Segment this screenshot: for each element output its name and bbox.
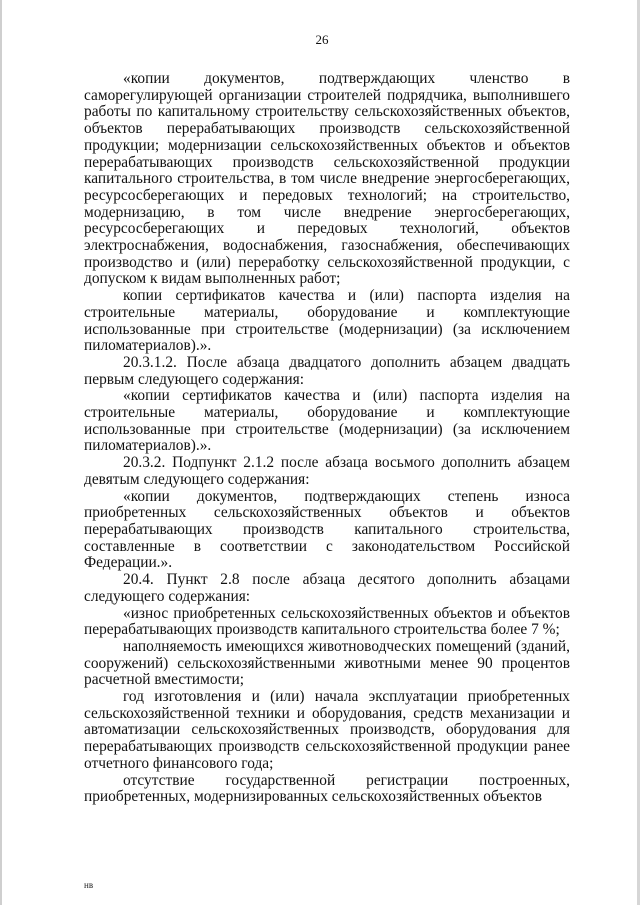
document-body — [84, 71, 570, 806]
paragraph-5: 20.3.2. Подпункт 2.1.2 после абзаца восьмого дополнить абзацем девятым следующего содержания: — [84, 454, 570, 488]
paragraph-8: «износ приобретенных сельскохозяйственных объектов и объектов перерабатывающих производств капитального строительства более 7 %; — [84, 604, 570, 639]
paragraph-7: 20.4. Пункт 2.8 после абзаца десятого дополнить абзацами следующего содержания: — [84, 571, 570, 605]
paragraph-6: «копии документов, подтверждающих степень износа приобретенных сельскохозяйственных объектов и объектов перерабатывающих производств капитального строительства, составленные в соответствии с законодательством Российской Федерации.». — [84, 487, 570, 572]
paragraph-4: «копии сертификатов качества и (или) паспорта изделия на строительные материалы, оборудование и комплектующие использованные при строительстве (модернизации) (за исключением пиломатериалов).». — [84, 387, 570, 455]
paragraph-9: наполняемость имеющихся животноводческих помещений (зданий, сооружений) сельскохозяйственными животными менее 90 процентов расчетной вместимости; — [84, 637, 570, 689]
paragraph-2: копии сертификатов качества и (или) паспорта изделия на строительные материалы, оборудование и комплектующие использованные при строительстве (модернизации) (за исключением пиломатериалов).». — [84, 287, 570, 355]
footer-mark: нв — [84, 880, 94, 890]
paragraph-11: отсутствие государственной регистрации построенных, приобретенных, модернизированных сельскохозяйственных объектов — [84, 771, 570, 806]
page-number: 26 — [315, 32, 329, 47]
paragraph-3: 20.3.1.2. После абзаца двадцатого дополнить абзацем двадцать первым следующего содержания: — [84, 353, 570, 388]
paragraph-1: «копии документов, подтверждающих членство в саморегулирующей организации строителей подрядчика, выполнившего работы по капитальному строительству сельскохозяйственных объектов, объектов перерабатывающих производств сельскохозяйственной продукции; модернизации сельскохозяйственных объектов и объектов перерабатывающих производств сельскохозяйственной продукции капитального строительства, в том числе внедрение энергосберегающих, ресурсосберегающих и передовых технологий; на строительство, модернизацию, в том числе внедрение энергосберегающих, ресурсосберегающих и передовых технологий, объектов электроснабжения, водоснабжения, газоснабжения, обеспечивающих производство и (или) переработку сельскохозяйственной продукции, с допуском к видам выполненных работ; — [84, 70, 570, 288]
paragraph-10: год изготовления и (или) начала эксплуатации приобретенных сельскохозяйственной техники и оборудования, средств механизации и автоматизации сельскохозяйственных производств, оборудования для перерабатывающих производств сельскохозяйственной продукции ранее отчетного финансового года; — [84, 688, 570, 772]
